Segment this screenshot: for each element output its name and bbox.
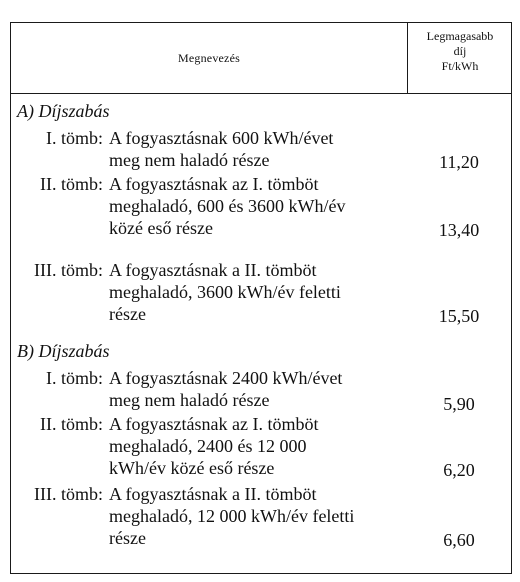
- tariff-block: [11, 127, 511, 171]
- description-line: A fogyasztásnak a II. tömböt: [109, 260, 317, 280]
- block-description: [109, 413, 401, 479]
- header-fee-line: díj: [453, 44, 467, 58]
- description-line: kWh/év közé eső része: [109, 458, 275, 478]
- description-line: A fogyasztásnak a II. tömböt: [109, 484, 317, 504]
- tariff-table: [10, 22, 512, 574]
- block-description: [109, 367, 401, 411]
- block-label: I. tömb:: [46, 128, 103, 148]
- description-line: része: [109, 304, 146, 324]
- block-price: 11,20: [439, 152, 479, 172]
- header-fee-line: Legmagasabb: [426, 29, 494, 43]
- header-fee-column: [408, 29, 512, 74]
- description-line: A fogyasztásnak az I. tömböt: [109, 174, 319, 194]
- section-title: A) Díjszabás: [17, 101, 110, 121]
- block-description: [109, 173, 401, 239]
- tariff-block: [11, 173, 511, 239]
- header-bottom-rule: [11, 93, 511, 94]
- description-line: meghaladó, 3600 kWh/év feletti: [109, 282, 341, 302]
- block-label: I. tömb:: [46, 368, 103, 388]
- block-label: II. tömb:: [40, 414, 103, 434]
- description-line: meghaladó, 12 000 kWh/év feletti: [109, 506, 355, 526]
- block-description: [109, 127, 401, 171]
- section-title: B) Díjszabás: [17, 341, 110, 361]
- description-line: meg nem haladó része: [109, 150, 270, 170]
- tariff-block: [11, 483, 511, 549]
- description-line: közé eső része: [109, 218, 213, 238]
- description-line: része: [109, 528, 146, 548]
- block-label: III. tömb:: [34, 484, 103, 504]
- description-line: A fogyasztásnak az I. tömböt: [109, 414, 319, 434]
- header-fee-line: Ft/kWh: [441, 59, 479, 73]
- block-price: 6,20: [443, 460, 475, 480]
- block-price: 5,90: [443, 394, 475, 414]
- tariff-block: [11, 413, 511, 479]
- block-description: [109, 259, 401, 325]
- tariff-block: [11, 367, 511, 414]
- block-price: 6,60: [443, 530, 475, 550]
- description-line: meghaladó, 600 és 3600 kWh/év: [109, 196, 346, 216]
- description-line: A fogyasztásnak 2400 kWh/évet: [109, 368, 343, 388]
- description-line: meghaladó, 2400 és 12 000: [109, 436, 307, 456]
- description-line: A fogyasztásnak 600 kWh/évet: [109, 128, 334, 148]
- block-label: II. tömb:: [40, 174, 103, 194]
- description-line: meg nem haladó része: [109, 390, 270, 410]
- block-label: III. tömb:: [34, 260, 103, 280]
- tariff-block: [11, 259, 511, 325]
- block-description: [109, 483, 401, 549]
- block-price: 13,40: [438, 220, 480, 240]
- header-name-column: Megnevezés: [178, 50, 240, 65]
- block-price: 15,50: [438, 306, 480, 326]
